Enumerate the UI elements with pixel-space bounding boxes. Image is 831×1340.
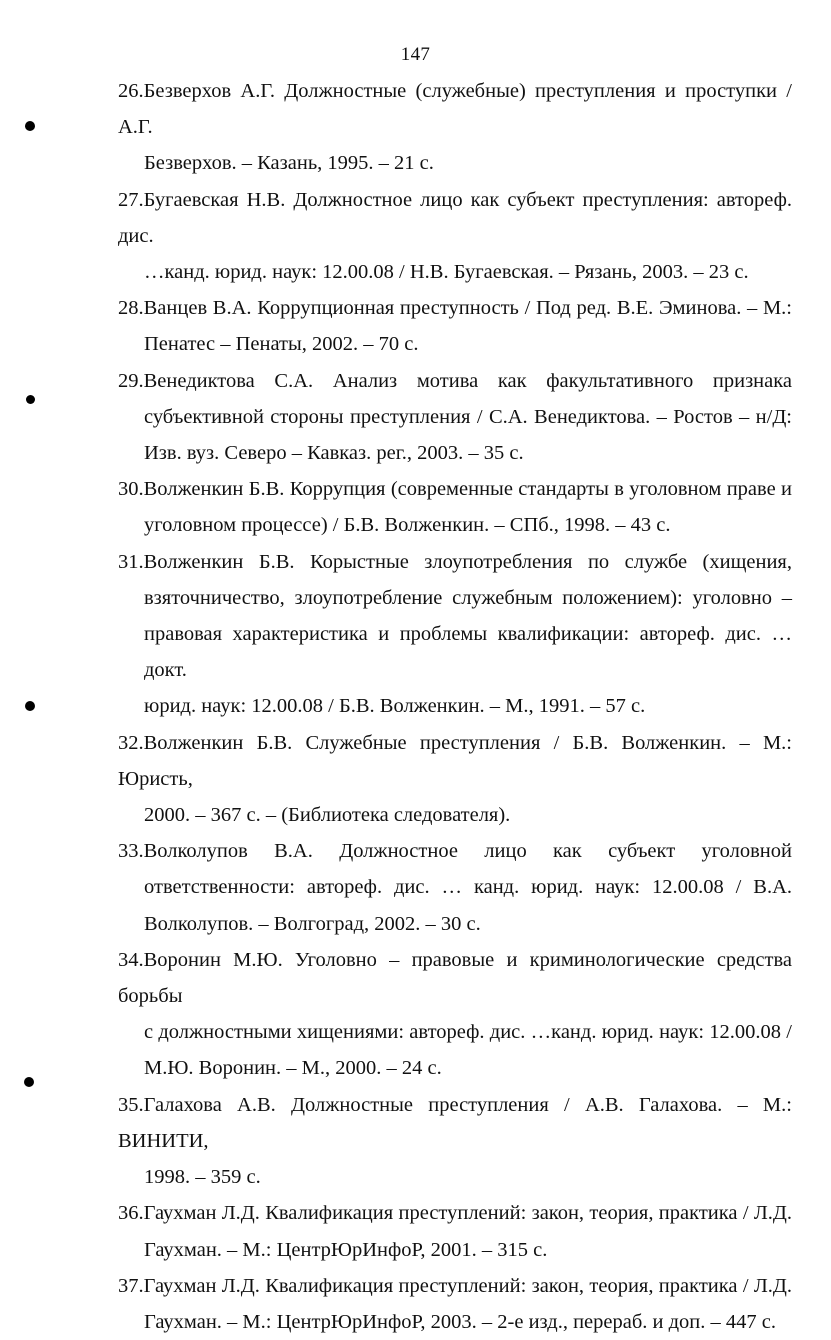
reference-line: 37.Гаухман Л.Д. Квалификация преступлений: закон, теория, практика / Л.Д. <box>118 1274 792 1297</box>
reference-line: Изв. вуз. Северо – Кавказ. рег., 2003. – 35 с. <box>144 442 524 465</box>
reference-line: 2000. – 367 с. – (Библиотека следователя). <box>144 804 511 827</box>
reference-item <box>118 725 792 834</box>
reference-line: М.Ю. Воронин. – М., 2000. – 24 с. <box>144 1057 442 1080</box>
reference-list <box>118 73 792 1340</box>
reference-line: правовая характеристика и проблемы квалификации: автореф. дис. … докт. <box>144 623 792 682</box>
reference-line: с должностными хищениями: автореф. дис. …канд. юрид. наук: 12.00.08 / <box>144 1021 792 1044</box>
reference-line: 28.Ванцев В.А. Коррупционная преступность / Под ред. В.Е. Эминова. – М.: <box>118 297 792 320</box>
reference-item <box>118 471 792 543</box>
margin-dot-mark <box>24 1077 34 1087</box>
reference-line: субъективной стороны преступления / С.А. Венедиктова. – Ростов – н/Д: <box>144 405 792 428</box>
reference-line: …канд. юрид. наук: 12.00.08 / Н.В. Бугаевская. – Рязань, 2003. – 23 с. <box>144 261 749 284</box>
reference-line: Безверхов. – Казань, 1995. – 21 с. <box>144 152 434 175</box>
reference-item <box>118 1087 792 1196</box>
margin-dot-mark <box>25 121 35 131</box>
reference-line: 35.Галахова А.В. Должностные преступления / А.В. Галахова. – М.: ВИНИТИ, <box>118 1093 792 1152</box>
reference-line: 26.Безверхов А.Г. Должностные (служебные) преступления и проступки / А.Г. <box>118 80 792 139</box>
reference-item <box>118 1195 792 1267</box>
reference-item <box>118 1268 792 1340</box>
reference-item <box>118 182 792 291</box>
reference-line: Пенатес – Пенаты, 2002. – 70 с. <box>144 333 419 356</box>
reference-line: Гаухман. – М.: ЦентрЮрИнфоР, 2001. – 315 с. <box>144 1238 548 1261</box>
reference-line: взяточничество, злоупотребление служебным положением): уголовно – <box>144 586 792 609</box>
reference-line: юрид. наук: 12.00.08 / Б.В. Волженкин. – М., 1991. – 57 с. <box>144 695 646 718</box>
reference-line: Гаухман. – М.: ЦентрЮрИнфоР, 2003. – 2-е изд., перераб. и доп. – 447 с. <box>144 1310 776 1333</box>
reference-line: 34.Воронин М.Ю. Уголовно – правовые и криминологические средства борьбы <box>118 948 792 1008</box>
reference-line: 29.Венедиктова С.А. Анализ мотива как факультативного признака <box>118 369 792 392</box>
reference-line: 30.Волженкин Б.В. Коррупция (современные стандарты в уголовном праве и <box>118 478 792 501</box>
margin-dot-mark <box>26 395 35 404</box>
reference-line: 36.Гаухман Л.Д. Квалификация преступлений: закон, теория, практика / Л.Д. <box>118 1202 792 1225</box>
reference-line: 33.Волколупов В.А. Должностное лицо как субъект уголовной <box>118 840 792 863</box>
reference-item <box>118 363 792 472</box>
reference-line: уголовном процессе) / Б.В. Волженкин. – СПб., 1998. – 43 с. <box>144 514 671 537</box>
reference-item <box>118 544 792 725</box>
reference-line: 1998. – 359 с. <box>144 1166 261 1189</box>
reference-item <box>118 290 792 362</box>
reference-line: 31.Волженкин Б.В. Корыстные злоупотребления по службе (хищения, <box>118 550 792 573</box>
reference-line: ответственности: автореф. дис. … канд. юрид. наук: 12.00.08 / В.А. <box>144 876 792 899</box>
reference-line: Волколупов. – Волгоград, 2002. – 30 с. <box>144 912 481 935</box>
page-number: 147 <box>400 44 431 65</box>
reference-line: 32.Волженкин Б.В. Служебные преступления / Б.В. Волженкин. – М.: Юристь, <box>118 731 792 790</box>
reference-line: 27.Бугаевская Н.В. Должностное лицо как субъект преступления: автореф. дис. <box>118 188 792 247</box>
reference-item <box>118 942 792 1087</box>
reference-item <box>118 73 792 182</box>
margin-dot-mark <box>25 701 35 711</box>
reference-item <box>118 833 792 942</box>
